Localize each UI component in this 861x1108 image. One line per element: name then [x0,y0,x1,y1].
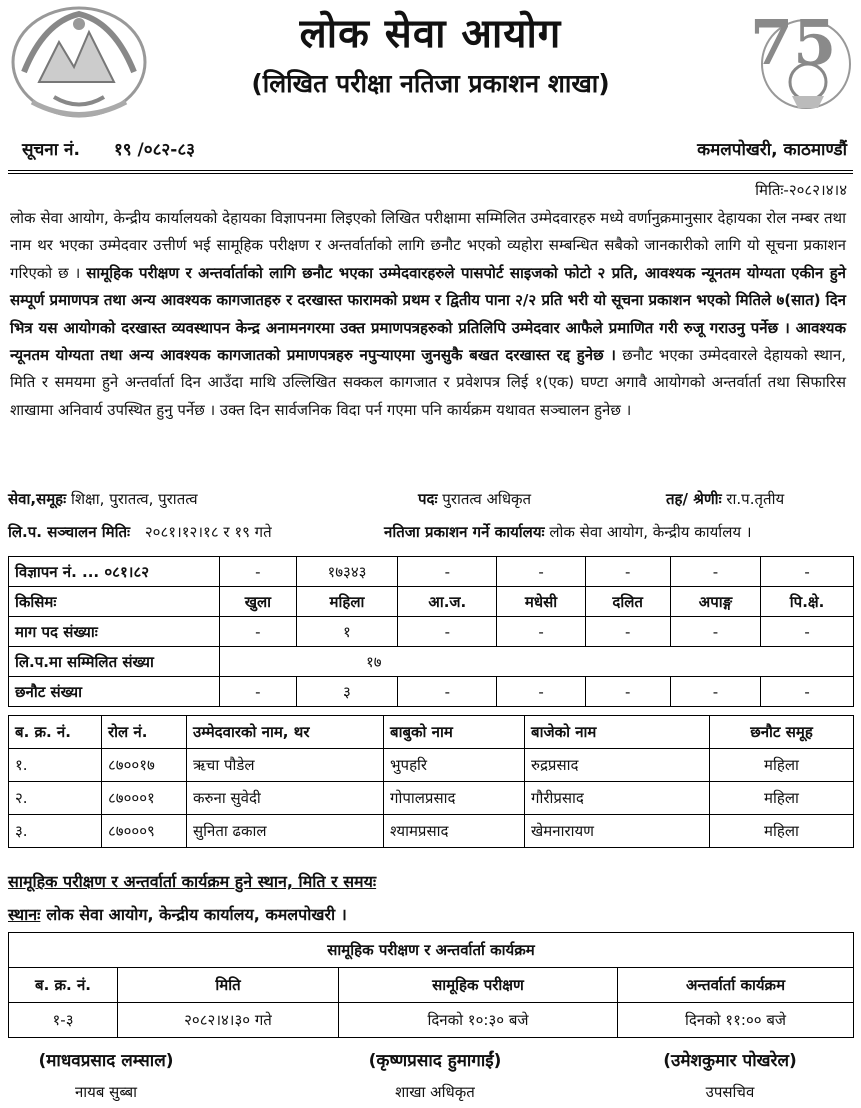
vacancy-cell: - [585,557,670,587]
vacancy-cell: - [761,617,854,647]
roll-cell: ८७०००१ [102,782,187,815]
group-cell: महिला [710,749,854,782]
venue-line [8,903,347,925]
vacancy-cell: - [497,677,585,707]
organization-title: लोक सेवा आयोग [299,11,562,57]
office-label: नतिजा प्रकाशन गर्ने कार्यालयः [384,523,545,541]
schedule-table [8,932,854,1038]
grandfather-cell: खेमनारायण [525,815,710,848]
group-cell: महिला [710,782,854,815]
header-divider-second [8,173,853,174]
vacancy-cell: अपाङ्ग [670,587,760,617]
schedule-table-title: सामूहिक परीक्षण र अन्तर्वार्ता कार्यक्रम [9,933,854,968]
vacancy-row-label: माग पद संख्याः [9,617,220,647]
date-cell: २०८२।४।३० गते [118,1003,339,1038]
office-value: लोक सेवा आयोग, केन्द्रीय कार्यालय । [549,523,752,541]
vacancy-row [9,677,854,707]
column-header: सामूहिक परीक्षण [339,968,618,1003]
vacancy-cell: - [398,617,497,647]
vacancy-cell: महिला [296,587,397,617]
column-header: बाबुको नाम [384,716,525,749]
vacancy-row-label: विज्ञापन नं. ... ०८१।८२ [9,557,220,587]
roll-cell: ८७०००९ [102,815,187,848]
vacancy-cell: - [585,677,670,707]
vacancy-cell: - [398,677,497,707]
father-cell: गोपालप्रसाद [384,782,525,815]
vacancy-cell: - [670,617,760,647]
name-cell: सुनिता ढकाल [187,815,384,848]
table-row [9,749,854,782]
body-paragraph-intro: लोक सेवा आयोग, केन्द्रीय कार्यालयको देहायका विज्ञापनमा लिइएको लिखित परीक्षामा सम्मिलित उम्मेदवारहरु मध्ये वर्णानुक्रमानुसार देहायका रोल नम्बर तथा नाम थर भएका उम्मेदवार उत्तीर्ण भई सामूहिक परीक्षण र अन्तर्वार्ताको लागि छनौट भएको व्यहोरा सम्बन्धित सबैको जानकारीको लागि यो सूचना प्रकाशन गरिएको छ । [10,209,846,282]
anniversary-number: 75 [750,6,837,79]
service-value: शिक्षा, पुरातत्व, पुरातत्व [70,490,198,508]
vacancy-row [9,617,854,647]
roll-cell: ८७००१७ [102,749,187,782]
level-value: रा.प.तृतीय [726,490,785,508]
body-paragraph-requirements: सामूहिक परीक्षण र अन्तर्वार्ताको लागि छनौट भएका उम्मेदवारहरुले पासपोर्ट साइजको फोटो २ प्रति, आवश्यक न्यूनतम योग्यता एकीन हुने सम्पूर्ण प्रमाणपत्र तथा अन्य आवश्यक कागजातहरु र दरखास्त फारामको प्रथम र द्वितीय पाना २/२ प्रति भरी यो सूचना प्रकाशन भएको मितिले ७(सात) दिन भित्र यस आयोगको दरखास्त व्यवस्थापन केन्द्र अनामनगरमा उक्त प्रमाणपत्रहरुको प्रतिलिपि उम्मेदवार आफैले प्रमाणित गरी रुजू गराउनु पर्नेछ । आवश्यक न्यूनतम योग्यता तथा अन्य आवश्यक कागजातको प्रमाणपत्रहरु नपुऱ्याएमा जुनसुकै बखत दरखास्त रद्द हुनेछ । [10,263,846,365]
office-location: कमलपोखरी, काठमाण्डौं [697,140,847,160]
vacancy-row [9,587,854,617]
vacancy-cell: - [220,557,297,587]
signatory-name: (कृष्णप्रसाद हुमागाईं) [368,1051,502,1071]
grandfather-cell: रुद्रप्रसाद [525,749,710,782]
column-header: उम्मेदवारको नाम, थर [187,716,384,749]
vacancy-cell: - [497,557,585,587]
vacancy-table [8,556,854,707]
schedule-header-row [9,968,854,1003]
father-cell: श्यामप्रसाद [384,815,525,848]
signatory-role: उपसचिव [705,1083,755,1101]
vacancy-cell: - [670,557,760,587]
vacancy-cell: - [585,617,670,647]
column-header: अन्तर्वार्ता कार्यक्रम [618,968,854,1003]
grandfather-cell: गौरीप्रसाद [525,782,710,815]
table-row [9,1003,854,1038]
vacancy-cell: - [220,677,297,707]
vacancy-cell: पि.क्षे. [761,587,854,617]
name-cell: करुना सुवेदी [187,782,384,815]
column-header: छनौट समूह [710,716,854,749]
signatory-role: नायब सुब्बा [74,1083,138,1101]
table-row [9,782,854,815]
column-header: ब. क्र. नं. [9,968,118,1003]
column-header: रोल नं. [102,716,187,749]
notice-date: मितिः-२०८२।४।४ [755,181,847,199]
vacancy-cell: - [398,557,497,587]
venue-value: लोक सेवा आयोग, केन्द्रीय कार्यालय, कमलपोखरी । [46,905,347,924]
vacancy-row-label: छनौट संख्या [9,677,220,707]
vacancy-cell: - [761,677,854,707]
candidates-header-row [9,716,854,749]
vacancy-cell: - [220,617,297,647]
column-header: बाजेको नाम [525,716,710,749]
vacancy-cell: मधेसी [497,587,585,617]
exam-date-value: २०८१।१२।१८ र १९ गते [144,523,272,541]
post-value: पुरातत्व अधिकृत [442,490,532,508]
signatory-name: (उमेशकुमार पोखरेल) [663,1051,797,1071]
vacancy-row-label: लि.प.मा सम्मिलित संख्या [9,647,220,677]
vacancy-merged-cell: १७ [220,647,854,677]
vacancy-cell: दलित [585,587,670,617]
father-cell: भुपहरि [384,749,525,782]
vacancy-cell: - [670,677,760,707]
vacancy-row [9,557,854,587]
group-cell: महिला [710,815,854,848]
vacancy-row-label: किसिमः [9,587,220,617]
group-test-time-cell: दिनको १०:३० बजे [339,1003,618,1038]
notice-number-line [22,137,195,160]
serial-cell: १. [9,749,102,782]
name-cell: ऋचा पौडेल [187,749,384,782]
signatory-role: शाखा अधिकृत [395,1083,475,1101]
vacancy-cell: - [497,617,585,647]
table-row [9,815,854,848]
interview-time-cell: दिनको ११:०० बजे [618,1003,854,1038]
header-divider [8,170,853,171]
vacancy-cell: १ [296,617,397,647]
vacancy-cell: खुला [220,587,297,617]
vacancy-cell: १७३४३ [296,557,397,587]
vacancy-row [9,647,854,677]
branch-subtitle: (लिखित परीक्षा नतिजा प्रकाशन शाखा) [251,69,610,98]
exam-date-label: लि.प. सञ्चालन मितिः [8,523,131,541]
column-header: ब. क्र. नं. [9,716,102,749]
vacancy-cell: आ.ज. [398,587,497,617]
vacancy-cell: ३ [296,677,397,707]
venue-label: स्थानः [8,905,41,924]
vacancy-cell: - [761,557,854,587]
level-label: तह/ श्रेणीः [666,490,722,508]
body-paragraph-attendance: छनौट भएका उम्मेदवारले देहायको स्थान, मिति र समयमा हुने अन्तर्वार्ता दिन आउँदा माथि उल्लिखित सक्कल कागजात र प्रवेशपत्र लिई १(एक) घण्टा अगावै आयोगको अन्तर्वार्ता तथा सिफारिस शाखामा अनिवार्य उपस्थित हुनु पर्नेछ । उक्त दिन सार्वजनिक विदा पर्न गएमा पनि कार्यक्रम यथावत सञ्चालन हुनेछ । [10,346,846,419]
notice-body [10,205,846,424]
column-header: मिति [118,968,339,1003]
post-label: पदः [418,490,438,508]
schedule-section-heading: सामूहिक परीक्षण र अन्तर्वार्ता कार्यक्रम हुने स्थान, मिति र समयः [8,872,377,891]
serial-range-cell: १-३ [9,1003,118,1038]
serial-cell: २. [9,782,102,815]
signatory-name: (माधवप्रसाद लम्साल) [38,1051,174,1071]
serial-cell: ३. [9,815,102,848]
candidates-table [8,715,854,848]
schedule-title-row [9,933,854,968]
notice-label: सूचना नं. [22,140,80,160]
notice-number: १९ /०८२-८३ [113,140,196,160]
service-label: सेवा,समूहः [8,490,67,508]
